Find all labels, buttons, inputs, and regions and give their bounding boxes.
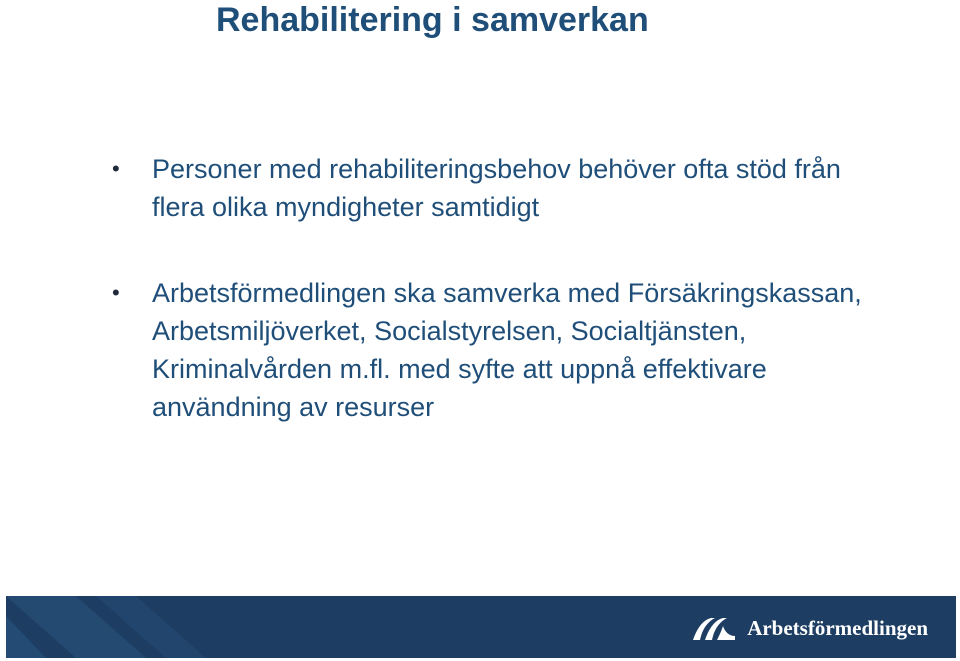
logo [691,612,928,644]
bullet-item [112,274,892,426]
bullet-marker: • [112,156,120,181]
bullet-marker: • [112,280,120,305]
bullet-text: Arbetsförmedlingen ska samverka med Försäkringskassan, Arbetsmiljöverket, Socialstyrelsen, Socialtjänsten, Kriminalvården m.fl. med syfte att uppnå effektivare användning av resurser [152,278,862,422]
slide-title: Rehabilitering i samverkan [216,1,649,39]
arbetsformedlingen-logo-mark-icon [691,614,737,642]
bullet-list [112,150,892,426]
footer-bar [6,596,956,658]
bullet-item [112,150,892,226]
logo-text: Arbetsförmedlingen [747,615,928,640]
footer-stripes-decoration [6,596,306,658]
bullet-text: Personer med rehabiliteringsbehov behöver ofta stöd från flera olika myndigheter samtidigt [152,154,841,222]
